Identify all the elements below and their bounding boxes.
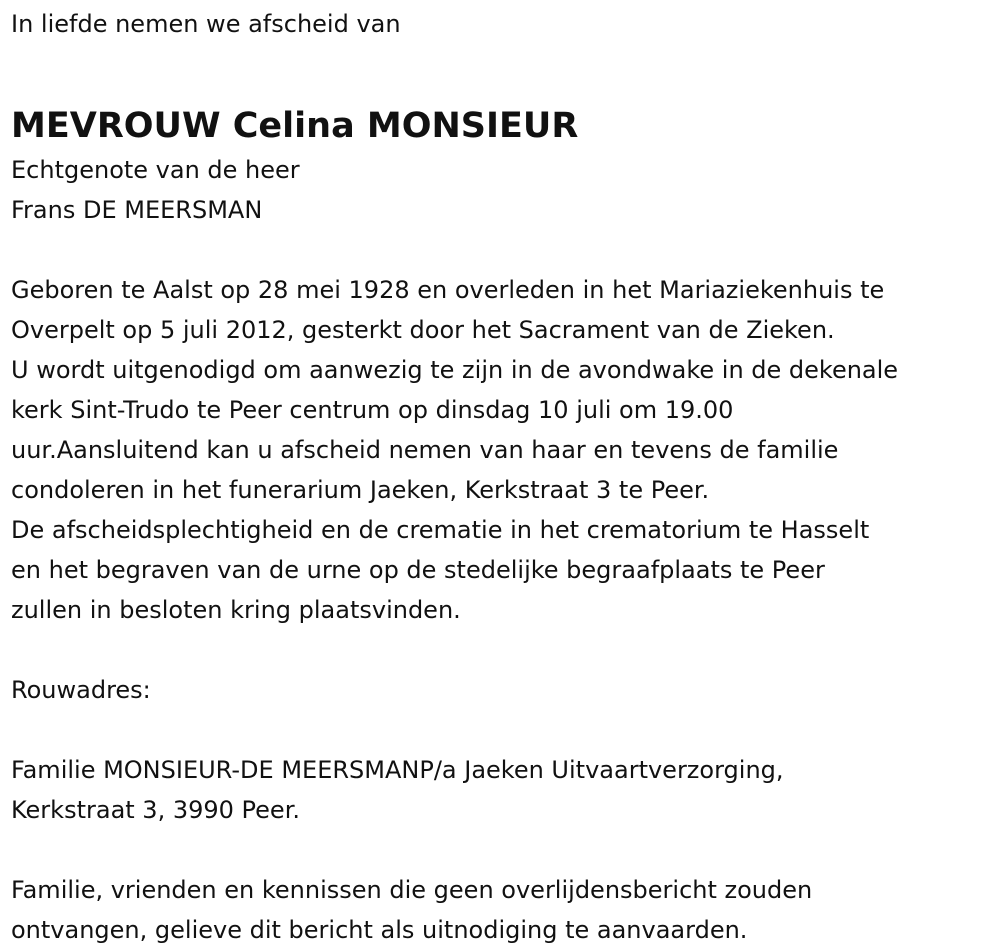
body-line: Overpelt op 5 juli 2012, gesterkt door het Sacrament van de Zieken. [11, 316, 835, 344]
body-line: kerk Sint-Trudo te Peer centrum op dinsdag 10 juli om 19.00 [11, 396, 734, 424]
address-label: Rouwadres: [11, 676, 151, 704]
spouse-line: Frans DE MEERSMAN [11, 196, 263, 224]
spacer [11, 710, 991, 750]
spacer [11, 830, 991, 870]
body-line: De afscheidsplechtigheid en de crematie in het crematorium te Hasselt [11, 516, 870, 544]
address-line: Familie MONSIEUR-DE MEERSMANP/a Jaeken Uitvaartverzorging, [11, 756, 784, 784]
body-line: en het begraven van de urne op de stedelijke begraafplaats te Peer [11, 556, 825, 584]
body-line: U wordt uitgenodigd om aanwezig te zijn in de avondwake in de dekenale [11, 356, 899, 384]
body-line: zullen in besloten kring plaatsvinden. [11, 596, 461, 624]
intro-text: In liefde nemen we afscheid van [11, 10, 401, 38]
spouse-line: Echtgenote van de heer [11, 156, 300, 184]
announcement-body [11, 270, 991, 630]
body-line: uur.Aansluitend kan u afscheid nemen van haar en tevens de familie [11, 436, 839, 464]
closing-block [11, 870, 991, 950]
spacer [11, 630, 991, 670]
spacer [11, 230, 991, 270]
obituary-notice [11, 0, 991, 950]
spouse-block [11, 150, 991, 230]
deceased-name: MEVROUW Celina MONSIEUR [11, 106, 579, 146]
body-line: condoleren in het funerarium Jaeken, Kerkstraat 3 te Peer. [11, 476, 710, 504]
address-line: Kerkstraat 3, 3990 Peer. [11, 796, 300, 824]
address-block [11, 750, 991, 830]
closing-line: ontvangen, gelieve dit bericht als uitnodiging te aanvaarden. [11, 916, 748, 944]
body-line: Geboren te Aalst op 28 mei 1928 en overleden in het Mariaziekenhuis te [11, 276, 885, 304]
closing-line: Familie, vrienden en kennissen die geen overlijdensbericht zouden [11, 876, 813, 904]
